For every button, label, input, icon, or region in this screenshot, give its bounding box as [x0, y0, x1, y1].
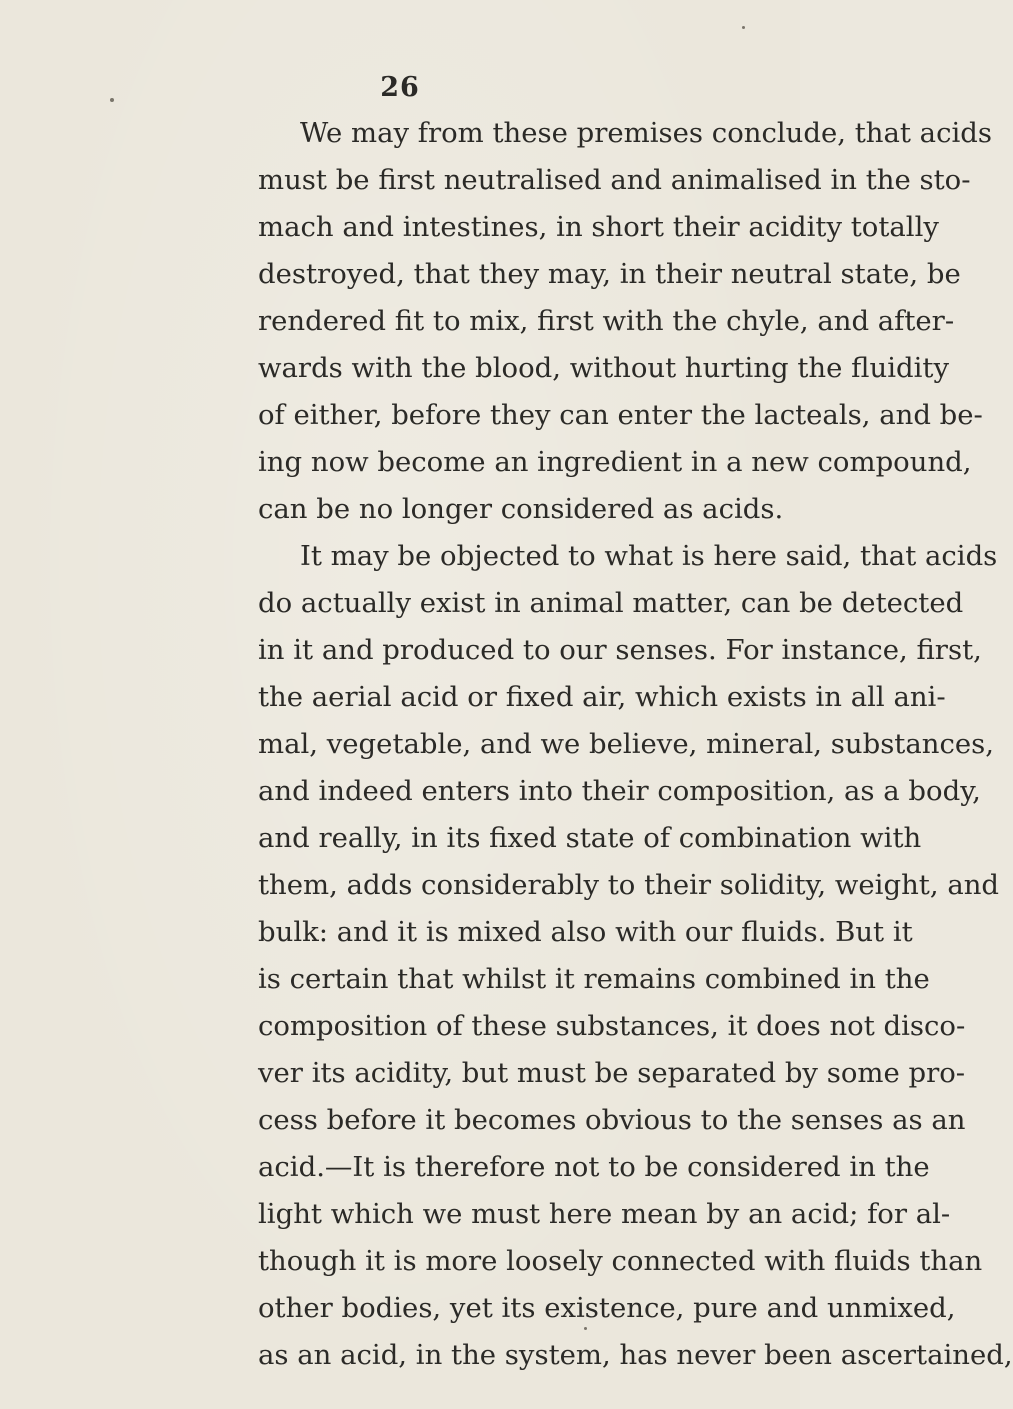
- text-line: composition of these substances, it does not disco-: [258, 1010, 966, 1042]
- text-line: mach and intestines, in short their acidity totally: [258, 211, 939, 243]
- text-line: cess before it becomes obvious to the senses as an: [258, 1104, 966, 1136]
- paper-speck: [110, 98, 114, 102]
- text-line: destroyed, that they may, in their neutral state, be: [258, 258, 961, 290]
- text-line: the aerial acid or fixed air, which exists in all ani-: [258, 681, 946, 713]
- text-line: of either, before they can enter the lacteals, and be-: [258, 399, 983, 431]
- text-line: It may be objected to what is here said, that acids: [300, 540, 998, 572]
- text-line: ing now become an ingredient in a new compound,: [258, 446, 972, 478]
- text-line: wards with the blood, without hurting the fluidity: [258, 352, 949, 384]
- text-line: is certain that whilst it remains combined in the: [258, 963, 930, 995]
- text-line: do actually exist in animal matter, can be detected: [258, 587, 964, 619]
- text-line: in it and produced to our senses. For instance, first,: [258, 634, 982, 666]
- text-line: and really, in its fixed state of combination with: [258, 822, 922, 854]
- text-line: light which we must here mean by an acid; for al-: [258, 1198, 951, 1230]
- text-line: ver its acidity, but must be separated by some pro-: [258, 1057, 966, 1089]
- text-line: must be first neutralised and animalised in the sto-: [258, 164, 971, 196]
- text-line: acid.—It is therefore not to be considered in the: [258, 1151, 930, 1183]
- text-line: bulk: and it is mixed also with our fluids. But it: [258, 916, 913, 948]
- text-line: can be no longer considered as acids.: [258, 493, 784, 525]
- text-line: We may from these premises conclude, that acids: [300, 117, 992, 149]
- page-number: 26: [380, 72, 420, 103]
- text-line: as an acid, in the system, has never been ascertained,: [258, 1339, 1013, 1371]
- text-line: though it is more loosely connected with fluids than: [258, 1245, 983, 1277]
- text-line: mal, vegetable, and we believe, mineral, substances,: [258, 728, 994, 760]
- text-line: rendered fit to mix, first with the chyle, and after-: [258, 305, 955, 337]
- text-line: them, adds considerably to their solidity, weight, and: [258, 869, 1000, 901]
- paper-speck: [742, 26, 745, 29]
- text-line: and indeed enters into their composition, as a body,: [258, 775, 981, 807]
- text-line: other bodies, yet its existence, pure and unmixed,: [258, 1292, 956, 1324]
- paper-speck: [584, 1327, 587, 1330]
